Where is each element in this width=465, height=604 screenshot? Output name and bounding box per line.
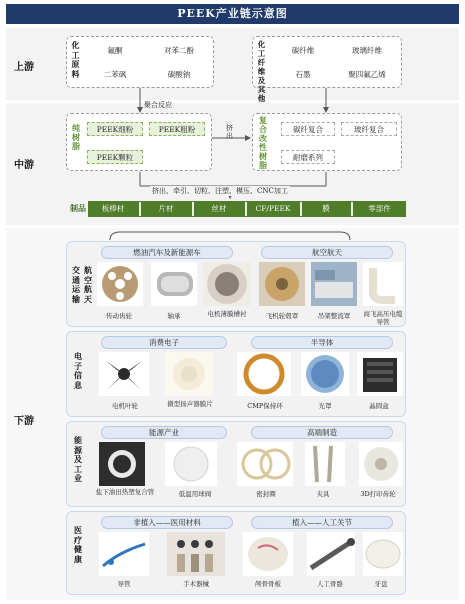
- medical-images: [95, 532, 405, 578]
- transport-label: 交通运输: [72, 265, 80, 304]
- semiconductor-pill: 半导体: [251, 336, 393, 349]
- medical-label: [73, 526, 83, 564]
- medical-caption: 人工骨骼: [317, 580, 343, 588]
- energy-caption: 低温用球阀: [178, 490, 212, 498]
- fiber-item: 聚四氟乙烯: [348, 70, 386, 79]
- electronics-caption: 晶圆盒: [369, 402, 389, 410]
- bearing-image: [151, 262, 197, 306]
- pure-resin-item: PEEK粗粉: [149, 122, 205, 136]
- energy-images: [95, 442, 405, 488]
- aerospace-label: 航空航天: [84, 265, 92, 304]
- surgical-tools-image: [167, 532, 225, 576]
- medical-caption: 导管: [117, 580, 131, 588]
- transport-caption: 电机薄膜槽衬: [207, 310, 247, 318]
- product-item: 零部件: [368, 204, 391, 213]
- transport-caption: 轴承: [167, 312, 181, 320]
- implant-pill: 植入——人工关节: [251, 516, 393, 529]
- pure-resin-item: PEEK颗粒: [87, 150, 143, 164]
- nonimplant-pill: 非植入——医用材料: [101, 516, 233, 529]
- product-item: 片材: [158, 204, 174, 213]
- consumer-pill: 消费电子: [101, 336, 227, 349]
- chem-raw-label: 化工原料: [71, 40, 80, 79]
- product-item: 丝材: [211, 204, 227, 213]
- electronics-label: 电子信息: [74, 351, 82, 390]
- energy-caption: 密封圈: [256, 490, 276, 498]
- medical-caption: 牙盘: [374, 580, 388, 588]
- energy-caption: 3D打印齿轮: [360, 490, 396, 498]
- composite-item: 耐磨系列: [281, 150, 335, 164]
- cable-duct-image: [363, 262, 403, 306]
- polymerization-label: 聚合反应: [144, 101, 172, 109]
- transport-caption: 商飞高压电缆导管: [363, 310, 403, 326]
- stage-downstream-label: 下游: [14, 416, 34, 427]
- fiber-item: 玻璃纤维: [352, 46, 382, 55]
- chem-item: 对苯二酚: [164, 46, 194, 55]
- pure-resin-item: PEEK细粉: [87, 122, 143, 136]
- transport-caption: 吊架整流罩: [317, 312, 351, 320]
- pure-resin-label: 纯树脂: [72, 123, 80, 151]
- fiber-item: 碳纤维: [291, 46, 315, 55]
- chem-item: 二苯砜: [103, 70, 127, 79]
- energy-caption: 盐下油田热塑复合管: [95, 488, 155, 496]
- wafer-box-image: [357, 352, 403, 396]
- speaker-image: [165, 352, 213, 396]
- ball-valve-image: [165, 442, 217, 486]
- electronics-caption: 光罩: [318, 402, 332, 410]
- fixture-image: [305, 442, 345, 486]
- transport-caption: 传动齿轮: [106, 312, 132, 320]
- electronics-caption: 微型扬声器膜片: [167, 400, 213, 408]
- medical-caption: 手术器械: [183, 580, 209, 588]
- process-label: 挤出、牵引、切粒、注塑、模压、CNC加工: [152, 187, 288, 195]
- auto-pill: 燃油汽车及新能源车: [101, 246, 233, 259]
- medical-caption: 颅骨骨板: [255, 580, 281, 588]
- composite-item: 玻纤复合: [341, 122, 397, 136]
- medical-label-text: 医疗健康: [74, 525, 82, 564]
- mask-image: [301, 352, 349, 396]
- skull-plate-image: [243, 532, 293, 576]
- printed-gear-image: [359, 442, 403, 486]
- composite-resin-box: [252, 113, 402, 171]
- energy-label: 能源及工业: [74, 435, 82, 483]
- pure-resin-box: [66, 113, 212, 171]
- dental-disc-image: [363, 532, 403, 576]
- electronics-panel: [66, 331, 406, 417]
- catheter-image: [99, 532, 149, 576]
- composite-resin-label: 复合改性树脂: [259, 115, 267, 170]
- transport-caption: 飞机轮毂罩: [265, 312, 299, 320]
- electronics-caption: CMP保持环: [247, 402, 283, 410]
- aero-pill: 航空航天: [261, 246, 393, 259]
- energy-pill: 能源产业: [101, 426, 227, 439]
- products-label: 制品: [70, 203, 86, 213]
- transport-panel: [66, 241, 406, 327]
- products-bar: [88, 201, 406, 217]
- seal-ring-image: [237, 442, 293, 486]
- product-item: CF/PEEK: [255, 204, 291, 213]
- chem-item: 氟酮: [107, 46, 123, 55]
- cmp-ring-image: [237, 352, 291, 396]
- page-title: PEEK产业链示意图: [6, 4, 459, 24]
- energy-panel: [66, 421, 406, 507]
- pipe-image: [99, 442, 145, 486]
- electronics-images: [95, 352, 405, 400]
- chem-item: 碳酸钠: [167, 70, 191, 79]
- extrusion-label: 挤出: [226, 124, 233, 140]
- fiber-item: 石墨: [295, 70, 311, 79]
- product-item: 板棒材: [101, 204, 125, 213]
- gear-image: [97, 262, 143, 306]
- motor-slot-image: [203, 262, 251, 306]
- fairing-image: [311, 262, 357, 306]
- transport-images: [97, 262, 403, 310]
- product-item: 膜: [322, 204, 330, 213]
- medical-panel: [66, 511, 406, 595]
- stage-midstream-label: 中游: [14, 160, 34, 171]
- manufacturing-pill: 高端制造: [251, 426, 393, 439]
- energy-caption: 夹具: [316, 490, 330, 498]
- stage-upstream-label: 上游: [14, 62, 34, 73]
- artificial-bone-image: [307, 532, 355, 576]
- composite-item: 碳纤复合: [281, 122, 335, 136]
- electronics-caption: 电机叶轮: [112, 402, 138, 410]
- impeller-image: [99, 352, 149, 396]
- wheel-cover-image: [259, 262, 305, 306]
- fiber-label: 化工纤维及其他: [257, 40, 266, 103]
